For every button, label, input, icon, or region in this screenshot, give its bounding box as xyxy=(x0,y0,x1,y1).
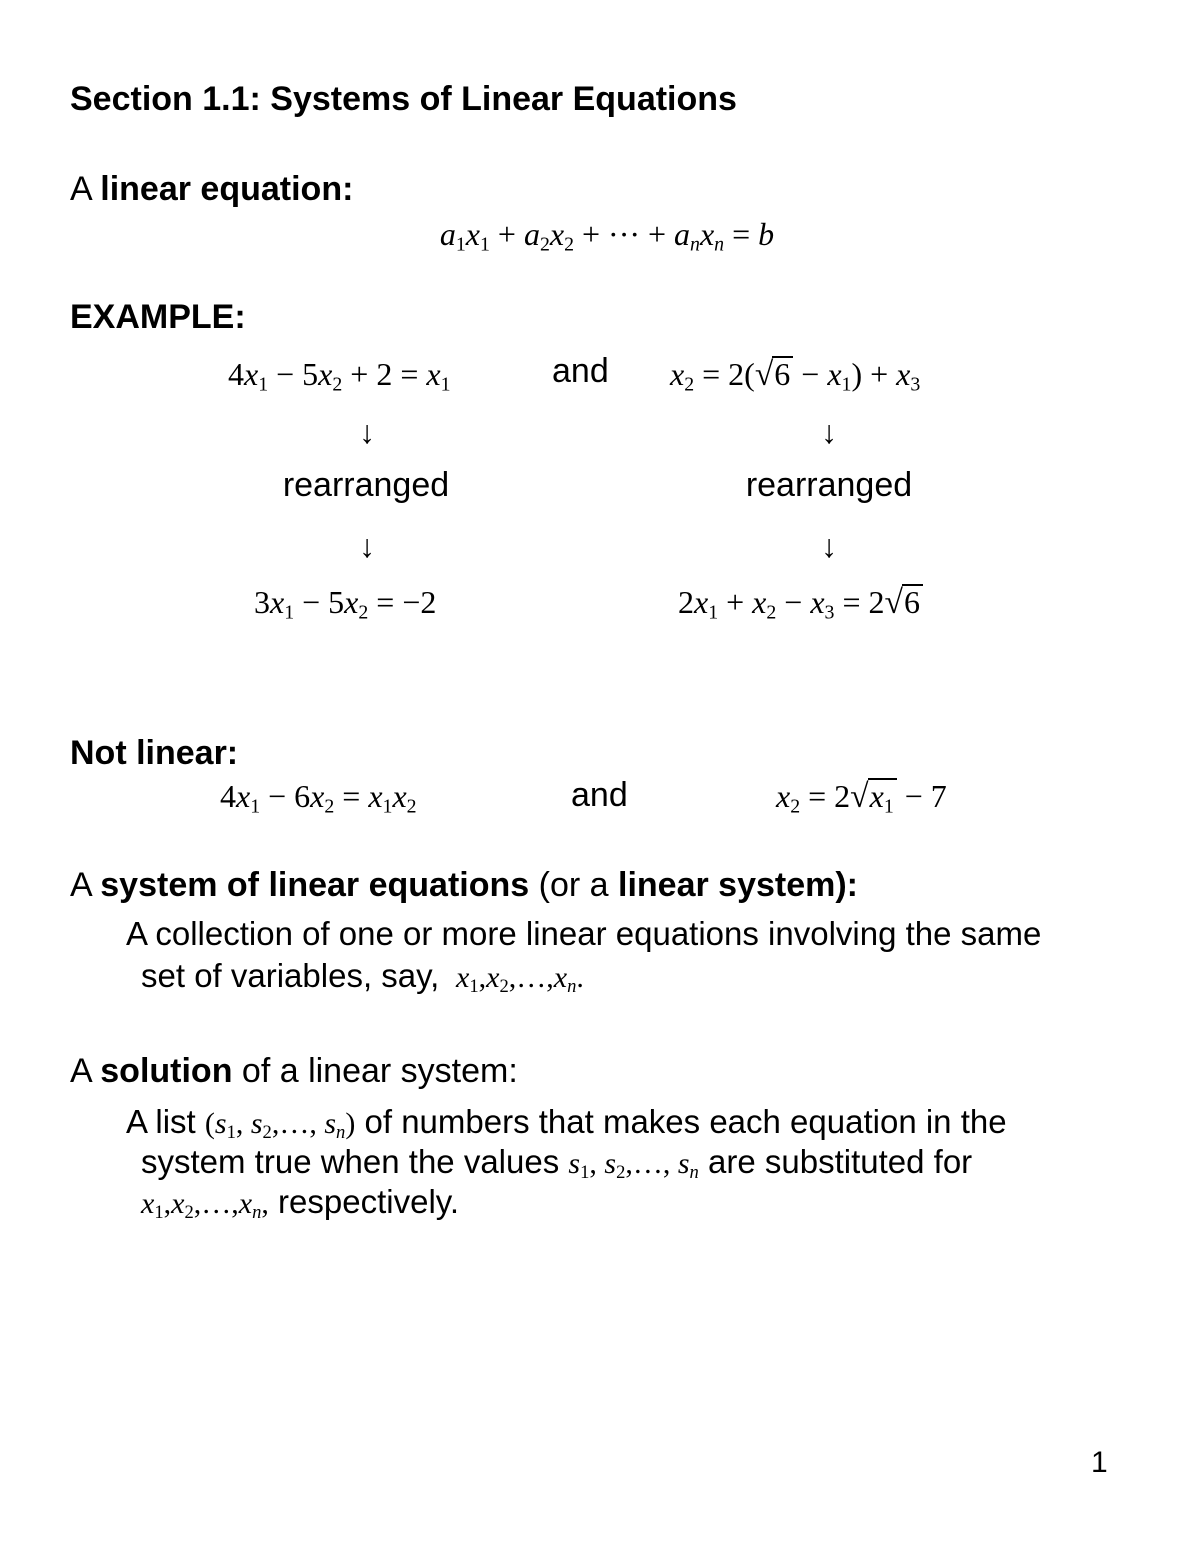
example-heading: EXAMPLE: xyxy=(70,298,246,336)
solution-definition-line-1 xyxy=(126,1102,1007,1144)
solution-term: solution xyxy=(100,1052,233,1090)
rearranged-label-right: rearranged xyxy=(745,466,913,504)
system-prefix: A xyxy=(70,866,91,904)
solution-line2-end: are substituted for xyxy=(708,1143,973,1180)
rearranged-equation-2: $2x_1 + x_2 - x_3 = 2√6$ xyxy=(678,584,923,622)
rearranged-equation-1: $3x_1 - 5x_2 = -2$ xyxy=(254,584,437,624)
solution-prefix: A xyxy=(70,1052,91,1090)
down-arrow-icon: ↓ xyxy=(821,414,837,450)
linear-system-term: linear system): xyxy=(618,866,858,904)
variable-list: $x_1,x_2,\dots,x_n$. xyxy=(456,961,584,998)
linear-equation-prefix: A xyxy=(70,170,91,208)
solution-line3-end: respectively. xyxy=(278,1183,459,1220)
nonlinear-and: and xyxy=(571,776,628,814)
solution-line2-start: system true when the values xyxy=(141,1143,560,1180)
linear-equation-term: linear equation: xyxy=(100,170,354,208)
system-definition-line-1: A collection of one or more linear equations involving the same xyxy=(126,915,1042,952)
nonlinear-equation-1: $4x_1 - 6x_2 = x_1x_2$ xyxy=(220,778,417,818)
system-term: system of linear equations xyxy=(100,866,530,904)
solution-values: $s_1$, $s_2,\dots$, $s_n$ xyxy=(568,1147,699,1184)
linear-equation-heading xyxy=(70,170,353,209)
down-arrow-icon: ↓ xyxy=(359,414,375,450)
solution-variables: $x_1,x_2,\dots,x_n$, xyxy=(141,1187,269,1224)
general-linear-equation: $a_1x_1 + a_2x_2$ + ··· + $a_nx_n = b$ xyxy=(439,216,775,256)
page-number: 1 xyxy=(1091,1446,1108,1479)
example-equation-2: $x_2 = 2(√6 - x_1) + x_3$ xyxy=(670,356,921,396)
solution-heading xyxy=(70,1052,518,1091)
example-equation-1: $4x_1 - 5x_2 + 2 = x_1$ xyxy=(228,356,451,396)
solution-rest: of a linear system: xyxy=(241,1052,518,1090)
solution-tuple: ($s_1$, $s_2,\dots$, $s_n$) xyxy=(204,1107,356,1144)
system-heading xyxy=(70,866,858,905)
rearranged-label-left: rearranged xyxy=(282,466,450,504)
example-and: and xyxy=(552,352,609,390)
not-linear-heading: Not linear: xyxy=(70,734,239,772)
solution-line1-start: A list xyxy=(126,1103,196,1140)
solution-definition-line-3 xyxy=(141,1182,459,1224)
solution-line1-end: of numbers that makes each equation in the xyxy=(364,1103,1007,1140)
solution-definition-line-2 xyxy=(141,1142,972,1184)
system-definition-text: set of variables, say, xyxy=(141,957,440,994)
page-title: Section 1.1: Systems of Linear Equations xyxy=(70,80,737,118)
down-arrow-icon: ↓ xyxy=(821,528,837,564)
system-mid: (or a xyxy=(538,866,609,904)
nonlinear-equation-2: $x_2 = 2√x_1 - 7$ xyxy=(776,778,947,818)
system-definition-line-2 xyxy=(141,956,584,998)
down-arrow-icon: ↓ xyxy=(359,528,375,564)
